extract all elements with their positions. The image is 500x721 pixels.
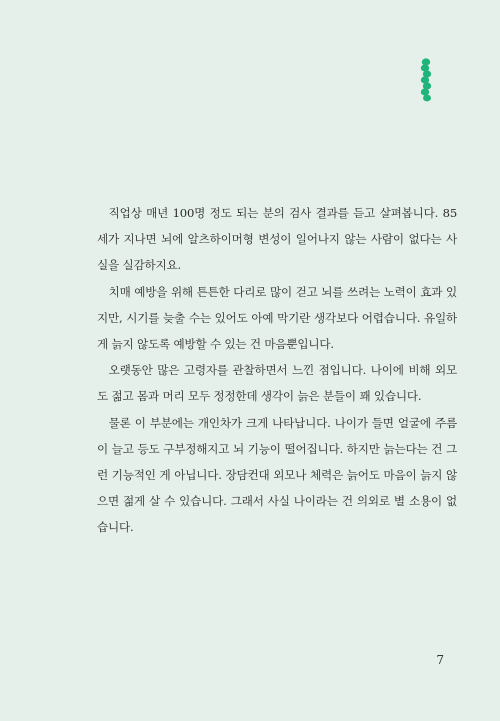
ornament-bead (421, 88, 429, 95)
green-bead-bookmark-icon (418, 58, 434, 104)
paragraph: 직업상 매년 100명 정도 되는 분의 검사 결과를 듣고 살펴봅니다. 85세가 지나면 뇌에 알츠하이머형 변성이 일어나지 않는 사람이 없다는 사실을 실감하지요. (97, 206, 457, 273)
paragraph: 물론 이 부분에는 개인차가 크게 나타납니다. 나이가 들면 얼굴에 주름이 늘고 등도 구부정해지고 뇌 기능이 떨어집니다. 하지만 늙는다는 건 그런 기능적인 게 아닙니다. 장담컨대 외모나 체력은 늙어도 마음이 늙지 않으면 젊게 살 수 있습니다. 그래서 사실 나이라는 건 의외로 별 소용이 없습니다. (97, 415, 457, 535)
body-text (97, 200, 457, 541)
ornament-bead (423, 95, 431, 102)
paragraph: 오랫동안 많은 고령자를 관찰하면서 느낀 점입니다. 나이에 비해 외모도 젊고 몸과 머리 모두 정정한데 생각이 늙은 분들이 꽤 있습니다. (97, 363, 457, 404)
paragraph: 치매 예방을 위해 튼튼한 다리로 많이 걷고 뇌를 쓰려는 노력이 효과 있지만, 시기를 늦출 수는 있어도 아예 막기란 생각보다 어렵습니다. 유일하게 늙지 않도록 예방할 수 있는 건 마음뿐입니다. (97, 284, 457, 352)
page-number: 7 (436, 653, 444, 667)
